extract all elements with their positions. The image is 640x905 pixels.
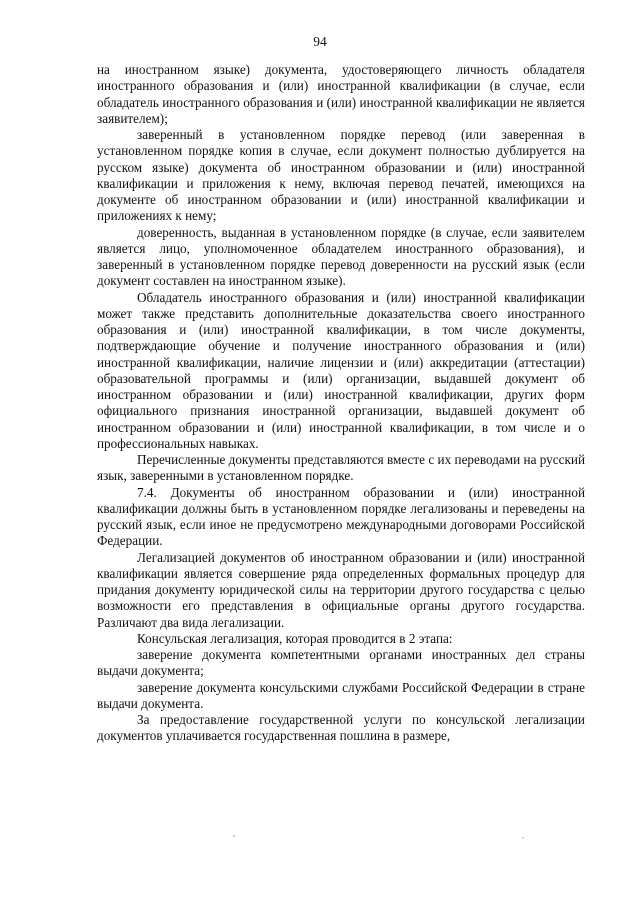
paragraph-certified-translation: заверенный в установленном порядке перевод (или заверенная в установленном порядке копия в случае, если документ полностью дублируется на русском языке) документа об иностранном образовании и (или) иностранной квалификации и приложения к нему, включая перевод печатей, имеющихся на документе об иностранном образовании и (или) иностранной квалификации и приложениях к нему; xyxy=(97,127,585,224)
paragraph-stage-two: заверение документа консульскими службами Российской Федерации в стране выдачи документа. xyxy=(97,679,585,711)
paragraph-consular-legalization: Консульская легализация, которая проводится в 2 этапа: xyxy=(137,630,453,646)
paragraph-stage-one: заверение документа компетентными органами иностранных дел страны выдачи документа; xyxy=(97,647,585,679)
paragraph-power-of-attorney: доверенность, выданная в установленном порядке (в случае, если заявителем является лицо, уполномоченное обладателем иностранного образования), и заверенный в установленном порядке перевод доверенности на русский язык (если документ составлен на иностранном языке). xyxy=(97,224,585,289)
paragraph-additional-evidence: Обладатель иностранного образования и (или) иностранной квалификации может также представить дополнительные доказательства своего иностранного образования и (или) иностранной квалификации, в том числе документы, подтверждающие обучение и получение иностранного образования и (или) иностранной квалификации, наличие лицензии и (или) аккредитации (аттестации) образовательной программы и (или) организации, выдавшей документ об иностранном образовании и (или) иностранной квалификации, других форм официального признания иностранной организации, выдавшей документ об иностранном образовании и (или) иностранной квалификации, в том числе и о профессиональных навыках. xyxy=(97,289,585,451)
paragraph-identity-document: на иностранном языке) документа, удостоверяющего личность обладателя иностранного образования и (или) иностранной квалификации (в случае, если обладатель иностранного образования и (или) иностранной квалификации не является заявителем); xyxy=(97,62,585,126)
document-body xyxy=(97,62,585,745)
paragraph-state-fee: За предоставление государственной услуги по консульской легализации документов уплачивается государственная пошлина в размере, xyxy=(97,712,585,744)
paragraph-section-7-4: 7.4. Документы об иностранном образовании и (или) иностранной квалификации должны быть в установленном порядке легализованы и переведены на русский язык, если иное не предусмотрено международными договорами Российской Федерации. xyxy=(97,484,585,549)
paragraph-legalization-definition: Легализацией документов об иностранном образовании и (или) иностранной квалификации является совершение ряда определенных формальных процедур для придания документу юридической силы на территории другого государства с целью возможности его представления в официальные органы другого государства. Различают два вида легализации. xyxy=(97,549,585,630)
page-number: 94 xyxy=(313,34,327,49)
paragraph-translations-required: Перечисленные документы представляются вместе с их переводами на русский язык, заверенными в установленном порядке. xyxy=(97,452,585,484)
